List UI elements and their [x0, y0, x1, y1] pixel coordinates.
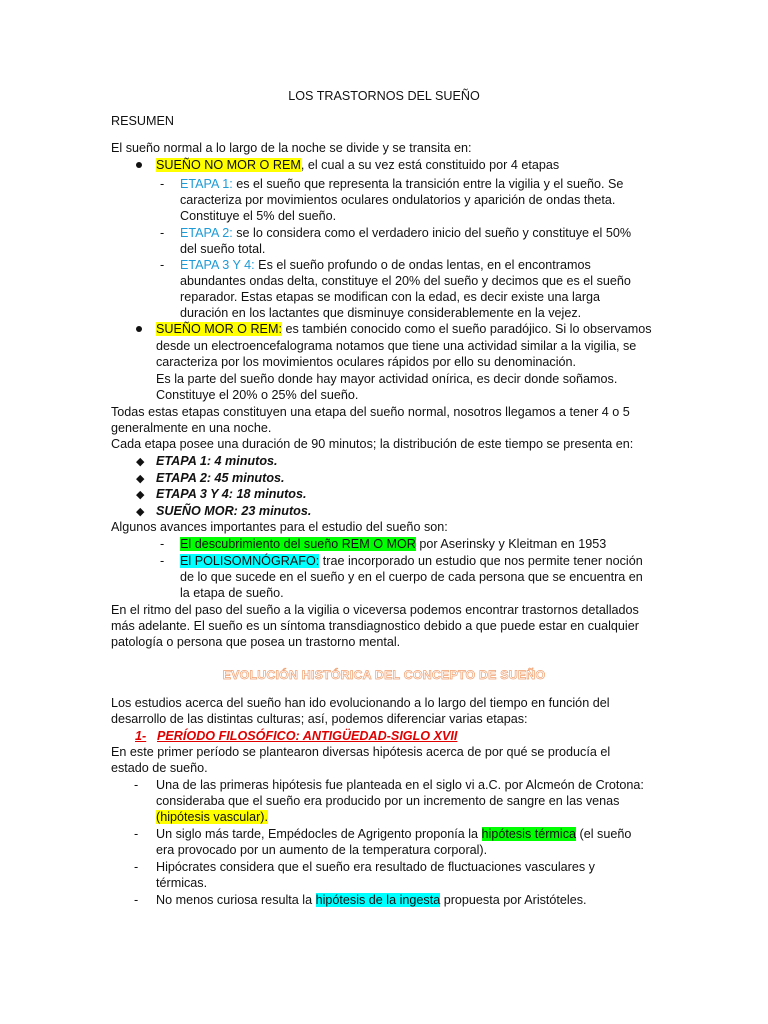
dash-marker: -: [160, 537, 165, 551]
hipotesis-ingesta-pre: No menos curiosa resulta la: [156, 893, 316, 907]
paragraph-estudios-line2: desarrollo de las distintas culturas; así, podemos diferenciar varias etapas:: [111, 712, 528, 726]
etapa1-line3: Constituye el 5% del sueño.: [180, 209, 337, 223]
hipocrates-line1: Hipócrates considera que el sueño era resultado de fluctuaciones vasculares y: [156, 860, 595, 874]
duracion-etapa2: ETAPA 2: 45 minutos.: [156, 471, 285, 485]
dash-marker: -: [134, 827, 139, 841]
bullet-mor-line3: caracteriza por los movimientos oculares rápidos por ello su denominación.: [156, 355, 576, 369]
paragraph-ritmo-line1: En el ritmo del paso del sueño a la vigilia o viceversa podemos encontrar trastornos detallados: [111, 603, 639, 617]
periodo-number: 1-: [135, 729, 147, 743]
dash-marker: -: [134, 860, 139, 874]
etapa2-line2: del sueño total.: [180, 242, 266, 256]
etapa3-text: Es el sueño profundo o de ondas lentas, en el encontramos: [254, 258, 591, 272]
hipotesis-termica-line2: era provocado por un aumento de la temperatura corporal).: [156, 843, 488, 857]
avance-polisomnografo-line2: de lo que sucede en el sueño y en el cuerpo de cada persona que se encuentra en: [180, 570, 643, 584]
bullet-no-mor: [156, 157, 559, 173]
etapa2-text: se lo considera como el verdadero inicio del sueño y constituye el 50%: [232, 226, 632, 240]
paragraph-periodo-line2: estado de sueño.: [111, 761, 208, 775]
hipotesis-termica-line1: [156, 826, 631, 842]
hipotesis-vascular-line1: Una de las primeras hipótesis fue planteada en el siglo vi a.C. por Alcmeón de Crotona:: [156, 778, 644, 792]
hipotesis-termica-pre: Un siglo más tarde, Empédocles de Agrigento proponía la: [156, 827, 482, 841]
bullet-mor-line5: Constituye el 20% o 25% del sueño.: [156, 388, 359, 402]
highlight-termica: hipótesis térmica: [481, 827, 577, 841]
bullet-mor-line1: [156, 321, 652, 337]
paragraph-etapas-line2: generalmente en una noche.: [111, 421, 272, 435]
avance-polisomnografo-line1: [180, 553, 643, 569]
dash-marker: -: [160, 258, 165, 272]
paragraph-ritmo-line2: más adelante. El sueño es un síntoma transdiagnostico debido a que puede estar en cualquier: [111, 619, 639, 633]
hipotesis-vascular-line3: [156, 809, 268, 825]
paragraph-avances: Algunos avances importantes para el estudio del sueño son:: [111, 520, 448, 534]
highlight-vascular: (hipótesis vascular).: [156, 810, 268, 824]
avance-polisomnografo-line3: la etapa de sueño.: [180, 586, 284, 600]
hipotesis-ingesta: [156, 892, 587, 908]
etapa2-label: ETAPA 2:: [180, 226, 233, 240]
resumen-heading: RESUMEN: [111, 114, 174, 128]
document-title: LOS TRASTORNOS DEL SUEÑO: [288, 89, 480, 103]
hipotesis-ingesta-post: propuesta por Aristóteles.: [440, 893, 587, 907]
paragraph-periodo-line1: En este primer período se plantearon diversas hipótesis acerca de por qué se producía el: [111, 745, 611, 759]
etapa1-line1: [180, 176, 623, 192]
paragraph-ritmo-line3: patología o persona que posea un trastorno mental.: [111, 635, 401, 649]
hipotesis-termica-post: (el sueño: [576, 827, 632, 841]
dash-marker: -: [160, 226, 165, 240]
duracion-etapa3: ETAPA 3 Y 4: 18 minutos.: [156, 487, 307, 501]
diamond-bullet: ◆: [136, 473, 145, 485]
dash-marker: -: [160, 554, 165, 568]
bullet-dot: [136, 162, 142, 168]
section-title: EVOLUCIÓN HISTÓRICA DEL CONCEPTO DE SUEÑO: [222, 668, 546, 682]
bullet-dot: [136, 326, 142, 332]
highlight-ingesta: hipótesis de la ingesta: [315, 893, 441, 907]
etapa3-line1: [180, 257, 591, 273]
avance-rem: [180, 536, 606, 552]
etapa1-text: es el sueño que representa la transición entre la vigilia y el sueño. Se: [232, 177, 624, 191]
etapa3-line3: reparador. Estas etapas se modifican con la edad, es decir existe una larga: [180, 290, 601, 304]
highlight-rem: El descubrimiento del sueño REM O MOR: [180, 537, 416, 551]
intro-paragraph: El sueño normal a lo largo de la noche se divide y se transita en:: [111, 141, 472, 155]
bullet-mor-text: es también conocido como el sueño paradójico. Si lo observamos: [281, 322, 652, 336]
diamond-bullet: ◆: [136, 506, 145, 518]
paragraph-etapas-line1: Todas estas etapas constituyen una etapa del sueño normal, nosotros llegamos a tener 4 o 5: [111, 405, 630, 419]
etapa3-line2: abundantes ondas delta, constituye el 20% del sueño y decimos que es el sueño: [180, 274, 631, 288]
etapa3-label: ETAPA 3 Y 4:: [180, 258, 255, 272]
periodo-heading: PERÍODO FILOSÓFICO: ANTIGÜEDAD-SIGLO XVII: [157, 729, 458, 743]
dash-marker: -: [134, 893, 139, 907]
highlight-no-mor: SUEÑO NO MOR O REM: [156, 158, 301, 172]
hipocrates-line2: térmicas.: [156, 876, 208, 890]
etapa3-line4: duración en los lactantes que disminuye considerablemente en la vejez.: [180, 306, 582, 320]
duracion-etapa1: ETAPA 1: 4 minutos.: [156, 454, 278, 468]
duracion-mor: SUEÑO MOR: 23 minutos.: [156, 504, 312, 518]
avance-polisomnografo-text: trae incorporado un estudio que nos permite tener noción: [319, 554, 643, 568]
hipotesis-vascular-line2: consideraba que el sueño era producido por un incremento de sangre en las venas: [156, 794, 620, 808]
paragraph-duracion: Cada etapa posee una duración de 90 minutos; la distribución de este tiempo se presenta en:: [111, 437, 634, 451]
etapa2-line1: [180, 225, 631, 241]
etapa1-label: ETAPA 1:: [180, 177, 233, 191]
highlight-polisomnografo: El POLISOMNÓGRAFO:: [180, 554, 320, 568]
paragraph-estudios-line1: Los estudios acerca del sueño han ido evolucionando a lo largo del tiempo en función del: [111, 696, 610, 710]
bullet-mor-line4: Es la parte del sueño donde hay mayor actividad onírica, es decir donde soñamos.: [156, 372, 618, 386]
diamond-bullet: ◆: [136, 456, 145, 468]
highlight-mor: SUEÑO MOR O REM:: [156, 322, 282, 336]
dash-marker: -: [160, 177, 165, 191]
bullet-mor-line2: desde un electroencefalograma notamos que tiene una actividad similar a la vigilia, se: [156, 339, 637, 353]
avance-rem-text: por Aserinsky y Kleitman en 1953: [415, 537, 607, 551]
dash-marker: -: [134, 778, 139, 792]
bullet-no-mor-rest: , el cual a su vez está constituido por 4 etapas: [300, 158, 560, 172]
diamond-bullet: ◆: [136, 489, 145, 501]
etapa1-line2: caracteriza por movimientos oculares ondulatorios y aparición de ondas theta.: [180, 193, 616, 207]
